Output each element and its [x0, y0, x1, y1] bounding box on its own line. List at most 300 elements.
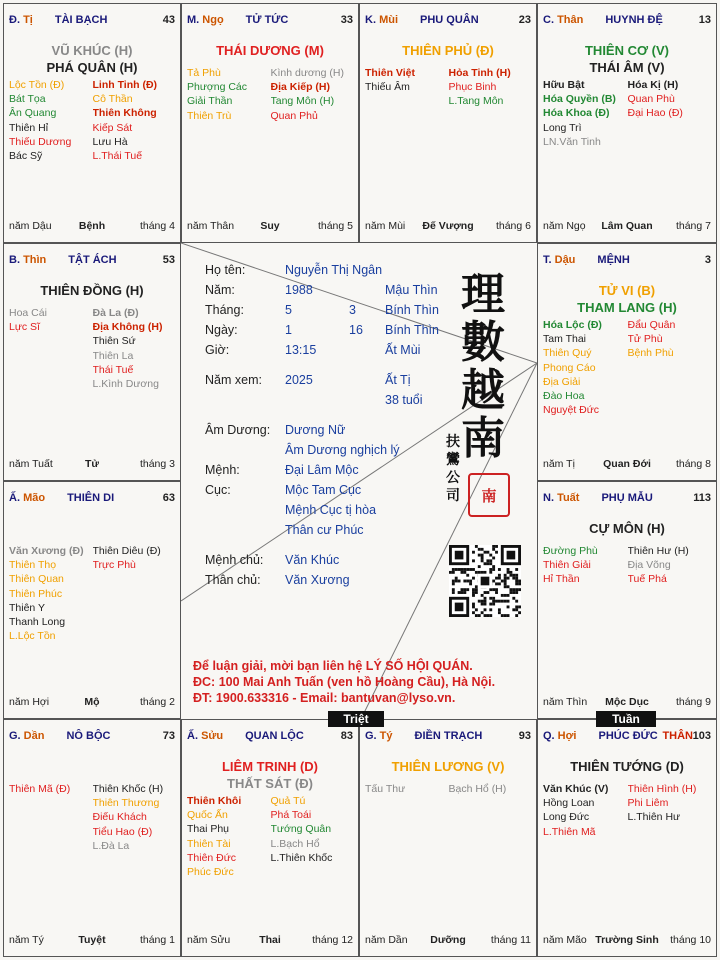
minor-star: Hoa Cái	[9, 307, 47, 319]
minor-star: L.Lộc Tồn	[9, 630, 56, 643]
palace-stage: Đế Vượng	[422, 220, 474, 232]
main-star: CỰ MÔN (H)	[589, 521, 665, 536]
palace-huynh-de	[537, 3, 717, 243]
palace-name: MỆNH	[597, 254, 630, 266]
palace-phu-mau	[537, 481, 717, 719]
palace-stage: Suy	[260, 220, 280, 232]
heavenly-stem: Ấ.	[9, 492, 24, 504]
palace-name: PHỤ MẪU	[601, 492, 653, 504]
calligraphy-small-char: 扶	[446, 434, 460, 450]
minor-star: Thanh Long	[9, 616, 66, 629]
star-column-left	[365, 782, 449, 796]
star-list	[365, 782, 532, 796]
star-column-left	[9, 306, 93, 391]
minor-star: Bạch Hổ (H)	[448, 783, 507, 795]
minor-star: Thiên Trù	[187, 109, 232, 122]
minor-star: LN.Văn Tinh	[543, 135, 601, 148]
palace-name: TỬ TỨC	[245, 14, 289, 26]
month-label: Tháng:	[205, 303, 244, 317]
minor-star: Thiên Hình (H)	[627, 783, 697, 795]
palace-month: tháng 6	[495, 220, 531, 232]
palace-number: 63	[162, 492, 175, 504]
palace-dien-trach	[359, 719, 537, 957]
star-list	[543, 782, 712, 839]
star-column-left	[187, 66, 271, 123]
star-column-right	[449, 782, 533, 796]
calligraphy-small-char: 司	[446, 488, 460, 504]
palace-year: năm Tý	[9, 934, 44, 946]
star-list	[543, 544, 712, 587]
year-label: Năm:	[205, 283, 235, 297]
minor-star: Bác Sỹ	[9, 150, 43, 163]
palace-number: 103	[692, 730, 711, 742]
main-star: TỬ VI (B)	[598, 283, 656, 298]
minor-star: Linh Tinh (Đ)	[92, 79, 158, 91]
menh-value: Đại Lâm Mộc	[285, 463, 359, 477]
minor-star: Tả Phù	[187, 67, 221, 79]
palace-header	[543, 730, 711, 744]
minor-star: Hồng Loan	[543, 797, 595, 810]
minor-star: Địa Võng	[627, 559, 671, 572]
palace-footer	[543, 458, 711, 472]
palace-name: HUYNH ĐỆ	[605, 14, 663, 26]
minor-star: Thiên Quan	[9, 573, 64, 586]
red-seal-stamp: 南	[468, 473, 510, 517]
palace-month: tháng 4	[139, 220, 175, 232]
am-duong-label: Âm Dương:	[205, 423, 271, 437]
earthly-branch: Tý	[379, 730, 393, 742]
minor-star: Thiên Phúc	[9, 587, 63, 600]
star-list	[9, 782, 176, 853]
palace-header	[543, 14, 711, 28]
contact-line-2: ĐC: 100 Mai Anh Tuấn (ven hồ Hoàng Cầu), Hà Nội.	[193, 675, 496, 689]
minor-star: Văn Khúc (V)	[543, 783, 609, 795]
palace-year: năm Tị	[543, 458, 575, 470]
palace-name: PHU QUÂN	[420, 14, 479, 26]
calligraphy-char: 越	[461, 365, 505, 416]
heavenly-stem: C.	[543, 14, 558, 26]
palace-year: năm Dần	[365, 934, 408, 946]
view-year-label: Năm xem:	[205, 373, 262, 387]
minor-star: Quan Phủ	[270, 109, 318, 122]
minor-star: L.Kình Dương	[92, 378, 159, 391]
heavenly-stem: K.	[365, 14, 380, 26]
palace-name: THIÊN DI	[67, 492, 115, 504]
star-list	[365, 66, 532, 109]
minor-star: Thiên Thọ	[9, 559, 57, 572]
palace-menh	[537, 243, 717, 481]
palace-year: năm Hợi	[9, 696, 50, 708]
calligraphy-subtitle	[446, 433, 462, 505]
palace-phuc-duc	[537, 719, 717, 957]
minor-star: Thiếu Âm	[365, 81, 410, 94]
palace-stage: Trường Sinh	[595, 934, 659, 946]
minor-star: Long Trì	[543, 121, 582, 134]
star-column-left	[187, 794, 271, 879]
minor-star: Địa Kiếp (H)	[270, 81, 331, 94]
minor-star: Nguyệt Đức	[543, 404, 600, 417]
palace-footer	[543, 220, 711, 234]
minor-star: Thiên Diêu (Đ)	[92, 545, 161, 557]
month-lunar: Bính Thìn	[385, 303, 439, 317]
minor-star: Tấu Thư	[365, 783, 406, 795]
palace-number: 3	[704, 254, 711, 266]
palace-stage: Mộc Dục	[605, 696, 649, 708]
year-lunar: Mậu Thìn	[385, 283, 438, 297]
palace-month: tháng 8	[675, 458, 711, 470]
palace-thien-di	[3, 481, 181, 719]
palace-month: tháng 5	[317, 220, 353, 232]
palace-number: 93	[518, 730, 531, 742]
star-list	[543, 318, 712, 417]
palace-tai-bach	[3, 3, 181, 243]
main-star: THIÊN LƯƠNG (V)	[391, 759, 505, 774]
palace-month: tháng 9	[675, 696, 711, 708]
star-column-right	[93, 782, 177, 853]
star-column-left	[9, 782, 93, 853]
minor-star: Tướng Quân	[270, 823, 332, 836]
palace-number: 13	[698, 14, 711, 26]
hour-lunar: Ất Mùi	[385, 343, 421, 357]
palace-footer	[187, 934, 353, 948]
palace-number: 33	[340, 14, 353, 26]
palace-month: tháng 11	[490, 934, 531, 946]
minor-star: Hỉ Thần	[543, 573, 580, 586]
palace-year: năm Thìn	[543, 696, 588, 708]
name-value: Nguyễn Thị Ngân	[285, 263, 383, 277]
year-solar: 1988	[285, 283, 313, 297]
palace-footer	[365, 934, 531, 948]
heavenly-stem: T.	[543, 254, 555, 266]
star-column-right	[93, 544, 177, 643]
palace-name: PHÚC ĐỨC	[598, 730, 658, 742]
minor-star: Thiên Không	[92, 107, 157, 120]
minor-star: Long Đức	[543, 811, 590, 824]
am-duong-note: Âm Dương nghịch lý	[285, 443, 400, 457]
contact-line-3: ĐT: 1900.633316 - Email: bantuvan@lyso.vn.	[193, 691, 456, 705]
earthly-branch: Mùi	[379, 14, 399, 26]
calligraphy-small-char: 公	[446, 470, 460, 486]
main-star: VŨ KHÚC (H)	[51, 43, 133, 58]
star-column-right	[271, 66, 355, 123]
day-lunar-num: 16	[349, 323, 363, 337]
palace-stage: Tuyệt	[78, 934, 106, 946]
palace-header	[365, 14, 531, 28]
minor-star: Địa Không (H)	[92, 321, 163, 334]
minor-star: Cô Thần	[92, 93, 133, 106]
minor-star: L.Thiên Mã	[543, 825, 596, 838]
minor-star: Tử Phù	[627, 333, 663, 346]
earthly-branch: Ngọ	[202, 14, 224, 26]
heavenly-stem: G.	[365, 730, 380, 742]
minor-star: Hóa Lộc (Đ)	[543, 319, 602, 331]
minor-star: Phúc Đức	[187, 866, 234, 879]
palace-stage: Dưỡng	[430, 934, 466, 946]
palace-stage: Thai	[259, 934, 281, 946]
palace-header	[9, 14, 175, 28]
calligraphy-char: 數	[461, 317, 505, 368]
minor-star: Kình dương (H)	[270, 67, 344, 79]
palace-year: năm Tuất	[9, 458, 53, 470]
minor-star: Hóa Quyền (B)	[543, 93, 616, 106]
qr-code-icon[interactable]	[449, 545, 521, 617]
palace-number: 53	[162, 254, 175, 266]
minor-star: Hỏa Tinh (H)	[448, 67, 511, 79]
minor-star: Thiên Sứ	[92, 335, 136, 348]
minor-star: Lưu Hà	[92, 135, 128, 148]
palace-header	[365, 730, 531, 744]
palace-stage: Lâm Quan	[601, 220, 653, 232]
day-solar: 1	[285, 323, 292, 337]
palace-stage: Bệnh	[78, 220, 106, 232]
day-lunar: Bính Thìn	[385, 323, 439, 337]
minor-star: Thiên La	[92, 349, 134, 362]
palace-header	[187, 14, 353, 28]
minor-star: Phong Cáo	[543, 361, 596, 374]
heavenly-stem: Q.	[543, 730, 558, 742]
star-column-left	[365, 66, 449, 109]
palace-year: năm Dậu	[9, 220, 52, 232]
palace-year: năm Sửu	[187, 934, 231, 946]
month-lunar-num: 3	[349, 303, 356, 317]
than-marker: THÂN	[662, 730, 693, 742]
palace-footer	[9, 220, 175, 234]
star-column-right	[628, 318, 713, 417]
age-value: 38 tuổi	[385, 393, 423, 407]
main-star: THIÊN ĐỒNG (H)	[40, 283, 144, 298]
minor-star: Lực Sĩ	[9, 321, 40, 334]
palace-footer	[365, 220, 531, 234]
main-star: LIÊM TRINH (D)	[221, 759, 319, 774]
view-year-lunar: Ất Tị	[385, 373, 411, 387]
minor-star: L.Thiên Hư	[627, 811, 681, 824]
earthly-branch: Sửu	[201, 730, 224, 742]
palace-stage: Mộ	[84, 696, 100, 708]
palace-footer	[9, 696, 175, 710]
minor-star: Đà La (Đ)	[92, 307, 139, 319]
minor-star: Phá Toái	[270, 809, 312, 822]
palace-phu-quan	[359, 3, 537, 243]
palace-year: năm Mão	[543, 934, 587, 946]
earthly-branch: Dần	[23, 730, 45, 742]
minor-star: Thiên Tài	[187, 837, 231, 850]
month-solar: 5	[285, 303, 292, 317]
star-column-left	[543, 782, 628, 839]
menh-chu-label: Mệnh chủ:	[205, 553, 264, 567]
earthly-branch: Mão	[23, 492, 46, 504]
star-column-left	[543, 318, 628, 417]
star-list	[9, 78, 176, 163]
star-column-right	[93, 306, 177, 391]
minor-star: Hóa Khoa (Đ)	[543, 107, 610, 120]
than-cu: Thân cư Phúc	[285, 523, 364, 537]
star-column-right	[271, 794, 355, 879]
minor-star: Thiên Thương	[92, 797, 160, 810]
calligraphy-char: 南	[461, 413, 505, 464]
minor-star: Bệnh Phù	[627, 347, 674, 360]
palace-quan-loc	[181, 719, 359, 957]
minor-star: Đại Hao (Đ)	[627, 107, 683, 120]
palace-header	[543, 254, 711, 268]
main-star: PHÁ QUÂN (H)	[46, 60, 138, 75]
palace-name: TÀI BẠCH	[54, 14, 108, 26]
palace-number: 43	[162, 14, 175, 26]
star-column-left	[9, 544, 93, 643]
minor-star: Thiên Khôi	[187, 795, 242, 807]
palace-month: tháng 2	[139, 696, 175, 708]
minor-star: Thiên Khốc (H)	[92, 783, 164, 795]
palace-footer	[9, 934, 175, 948]
am-duong-value: Dương Nữ	[285, 423, 346, 437]
minor-star: Thai Phụ	[187, 823, 230, 836]
main-star: THIÊN TƯỚNG (D)	[570, 759, 684, 774]
star-column-left	[9, 78, 93, 163]
earthly-branch: Dậu	[554, 254, 576, 266]
palace-year: năm Ngọ	[543, 220, 586, 232]
palace-tu-tuc	[181, 3, 359, 243]
star-list	[9, 544, 176, 643]
heavenly-stem: M.	[187, 14, 203, 26]
palace-year: năm Thân	[187, 220, 235, 232]
minor-star: Giải Thần	[187, 95, 233, 108]
palace-header	[9, 492, 175, 506]
main-star: THÁI DƯƠNG (M)	[216, 43, 324, 58]
calligraphy-title	[461, 271, 505, 463]
minor-star: Quốc Ấn	[187, 809, 228, 822]
minor-star: Bát Tọa	[9, 93, 46, 106]
minor-star: Thiên Hư (H)	[627, 545, 689, 557]
heavenly-stem: B.	[9, 254, 24, 266]
minor-star: Ân Quang	[9, 107, 57, 120]
minor-star: Thái Tuế	[92, 363, 134, 376]
palace-name: QUAN LỘC	[245, 730, 304, 742]
minor-star: Văn Xương (Đ)	[9, 545, 84, 557]
minor-star: Phục Binh	[448, 81, 497, 94]
palace-month: tháng 10	[670, 934, 711, 946]
hour-value: 13:15	[285, 343, 317, 357]
minor-star: Thiên Y	[9, 601, 45, 614]
palace-number: 83	[340, 730, 353, 742]
minor-star: Phi Liêm	[627, 797, 669, 810]
minor-star: Hữu Bật	[543, 79, 585, 91]
palace-number: 113	[693, 492, 711, 504]
day-label: Ngày:	[205, 323, 238, 337]
cuc-value: Mộc Tam Cục	[285, 483, 362, 497]
contact-line-1: Để luận giải, mời bạn liên hệ LÝ SỐ HỘI QUÁN.	[193, 659, 473, 673]
palace-header	[9, 254, 175, 268]
minor-star: Địa Giải	[543, 375, 581, 388]
tuan-marker: Tuần	[596, 711, 656, 727]
star-list	[9, 306, 176, 391]
palace-footer	[187, 220, 353, 234]
minor-star: Thiếu Dương	[9, 135, 72, 148]
palace-footer	[9, 458, 175, 472]
star-list	[543, 78, 712, 149]
name-label: Họ tên:	[205, 263, 246, 277]
minor-star: Thiên Hỉ	[9, 121, 49, 134]
minor-star: Lộc Tồn (Đ)	[9, 79, 65, 91]
than-chu-label: Thân chủ:	[205, 573, 261, 587]
minor-star: Thiên Việt	[365, 67, 415, 79]
palace-header	[187, 730, 353, 744]
minor-star: Quả Tú	[270, 795, 306, 807]
minor-star: Hóa Kị (H)	[627, 79, 679, 91]
star-column-left	[543, 544, 628, 587]
minor-star: L.Tang Môn	[448, 95, 504, 108]
palace-month: tháng 1	[139, 934, 175, 946]
earthly-branch: Hợi	[557, 730, 577, 742]
minor-star: Tam Thai	[543, 333, 586, 346]
triet-marker: Triệt	[328, 711, 384, 727]
minor-star: Tiểu Hao (Đ)	[92, 825, 153, 838]
heavenly-stem: Ấ.	[187, 730, 202, 742]
palace-header	[9, 730, 175, 744]
heavenly-stem: Đ.	[9, 14, 24, 26]
star-column-right	[93, 78, 177, 163]
palace-name: TẬT ÁCH	[68, 254, 117, 266]
earthly-branch: Thân	[557, 14, 584, 26]
palace-name: NÔ BỘC	[66, 730, 111, 742]
minor-star: L.Thiên Khốc	[270, 851, 333, 864]
palace-name: ĐIỀN TRẠCH	[414, 730, 483, 742]
star-column-right	[628, 78, 713, 149]
minor-star: Đào Hoa	[543, 390, 585, 403]
palace-month: tháng 3	[139, 458, 175, 470]
palace-no-boc	[3, 719, 181, 957]
main-star: THIÊN PHỦ (Đ)	[402, 43, 494, 58]
calligraphy-char: 理	[461, 269, 505, 320]
calligraphy-small-char: 鸞	[446, 452, 460, 468]
minor-star: Phượng Các	[187, 81, 248, 94]
hour-label: Giờ:	[205, 343, 230, 357]
palace-header	[543, 492, 711, 506]
minor-star: Quan Phù	[627, 93, 675, 106]
minor-star: Thiên Giải	[543, 559, 591, 572]
star-column-left	[543, 78, 628, 149]
palace-footer	[543, 696, 711, 710]
than-chu-value: Văn Xương	[285, 573, 350, 587]
cuc-label: Cục:	[205, 483, 231, 497]
main-star: THÁI ÂM (V)	[589, 60, 665, 75]
star-list	[187, 66, 354, 123]
palace-stage: Tử	[84, 458, 100, 470]
palace-year: năm Mùi	[365, 220, 406, 232]
palace-number: 73	[162, 730, 175, 742]
minor-star: L.Thái Tuế	[92, 150, 143, 163]
minor-star: Kiếp Sát	[92, 121, 133, 134]
menh-label: Mệnh:	[205, 463, 240, 477]
earthly-branch: Thìn	[23, 254, 47, 266]
view-year-value: 2025	[285, 373, 313, 387]
palace-month: tháng 7	[675, 220, 711, 232]
star-list	[187, 794, 354, 879]
main-star: THIÊN CƠ (V)	[584, 43, 670, 58]
minor-star: Đường Phù	[543, 545, 598, 557]
main-star: THẤT SÁT (Đ)	[227, 776, 313, 791]
minor-star: Thiên Mã (Đ)	[9, 783, 71, 795]
center-info-panel	[181, 243, 537, 719]
minor-star: Thiên Đức	[187, 851, 237, 864]
main-star: THAM LANG (H)	[577, 300, 677, 315]
minor-star: Trực Phù	[92, 559, 136, 572]
minor-star: Đẩu Quân	[627, 319, 676, 331]
star-column-right	[628, 544, 713, 587]
palace-number: 23	[518, 14, 531, 26]
minor-star: Tuế Phá	[627, 573, 667, 586]
palace-stage: Quan Đới	[603, 458, 651, 470]
minor-star: L.Bạch Hổ	[270, 837, 320, 850]
cuc-relation: Mệnh Cục tị hòa	[285, 503, 377, 517]
